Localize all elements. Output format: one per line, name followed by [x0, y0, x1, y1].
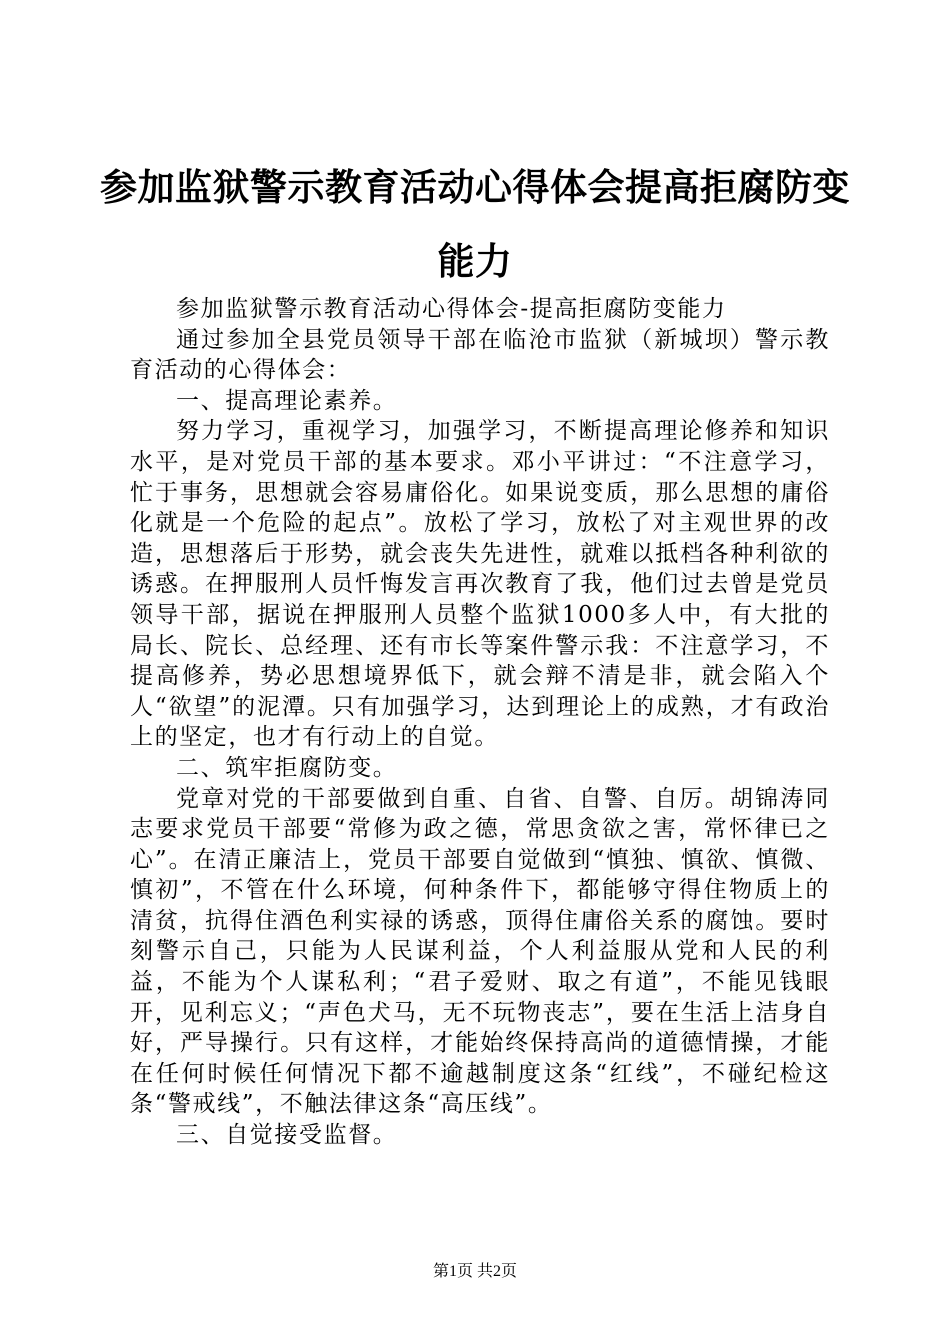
body-paragraph: 参加监狱警示教育活动心得体会-提高拒腐防变能力 [176, 296, 727, 322]
section-heading: 一、提高理论素养。 [176, 387, 398, 414]
section-heading: 二、筑牢拒腐防变。 [176, 754, 398, 781]
body-paragraph: 努力学习，重视学习，加强学习，不断提高理论修养和知识水平，是对党员干部的基本要求。邓小平讲过：“不注意学习，忙于事务，思想就会容易庸俗化。如果说变质，那么思想的庸俗化就是一个危险的起点”。放松了学习，放松了对主观世界的改造，思想落后于形势，就会丧失先进性，就难以抵档各种利欲的诱惑。在押服刑人员忏悔发言再次教育了我，他们过去曾是党员领导干部，据说在押服刑人员整个监狱1000多人中，有大批的局长、院长、总经理、还有市长等案件警示我：不注意学习，不提高修养，势必思想境界低下，就会辩不清是非，就会陷入个人“欲望”的泥潭。只有加强学习，达到理论上的成熟，才有政治上的坚定，也才有行动上的自觉。 [130, 418, 830, 751]
page-footer: 第1页 共2页 [432, 1263, 517, 1280]
body-paragraph: 通过参加全县党员领导干部在临沧市监狱（新城坝）警示教育活动的心得体会： [130, 326, 830, 384]
section-heading: 三、自觉接受监督。 [176, 1122, 398, 1149]
document-body [130, 294, 830, 1151]
body-paragraph: 党章对党的干部要做到自重、自省、自警、自厉。胡锦涛同志要求党员干部要“常修为政之德，常思贪欲之害，常怀律已之心”。在清正廉洁上，党员干部要自觉做到“慎独、慎欲、慎微、慎初”，不管在什么环境，何种条件下，都能够守得住物质上的清贫，抗得住酒色利实禄的诱惑，顶得住庸俗关系的腐蚀。要时刻警示自己，只能为人民谋利益，个人利益服从党和人民的利益，不能为个人谋私利；“君子爱财、取之有道”，不能见钱眼开，见利忘义；“声色犬马，无不玩物丧志”，要在生活上洁身自好，严导操行。只有这样，才能始终保持高尚的道德情操，才能在任何时候任何情况下都不逾越制度这条“红线”，不碰纪检这条“警戒线”，不触法律这条“高压线”。 [130, 785, 830, 1118]
document-title: 参加监狱警示教育活动心得体会提高拒腐防变能力 [100, 165, 850, 283]
